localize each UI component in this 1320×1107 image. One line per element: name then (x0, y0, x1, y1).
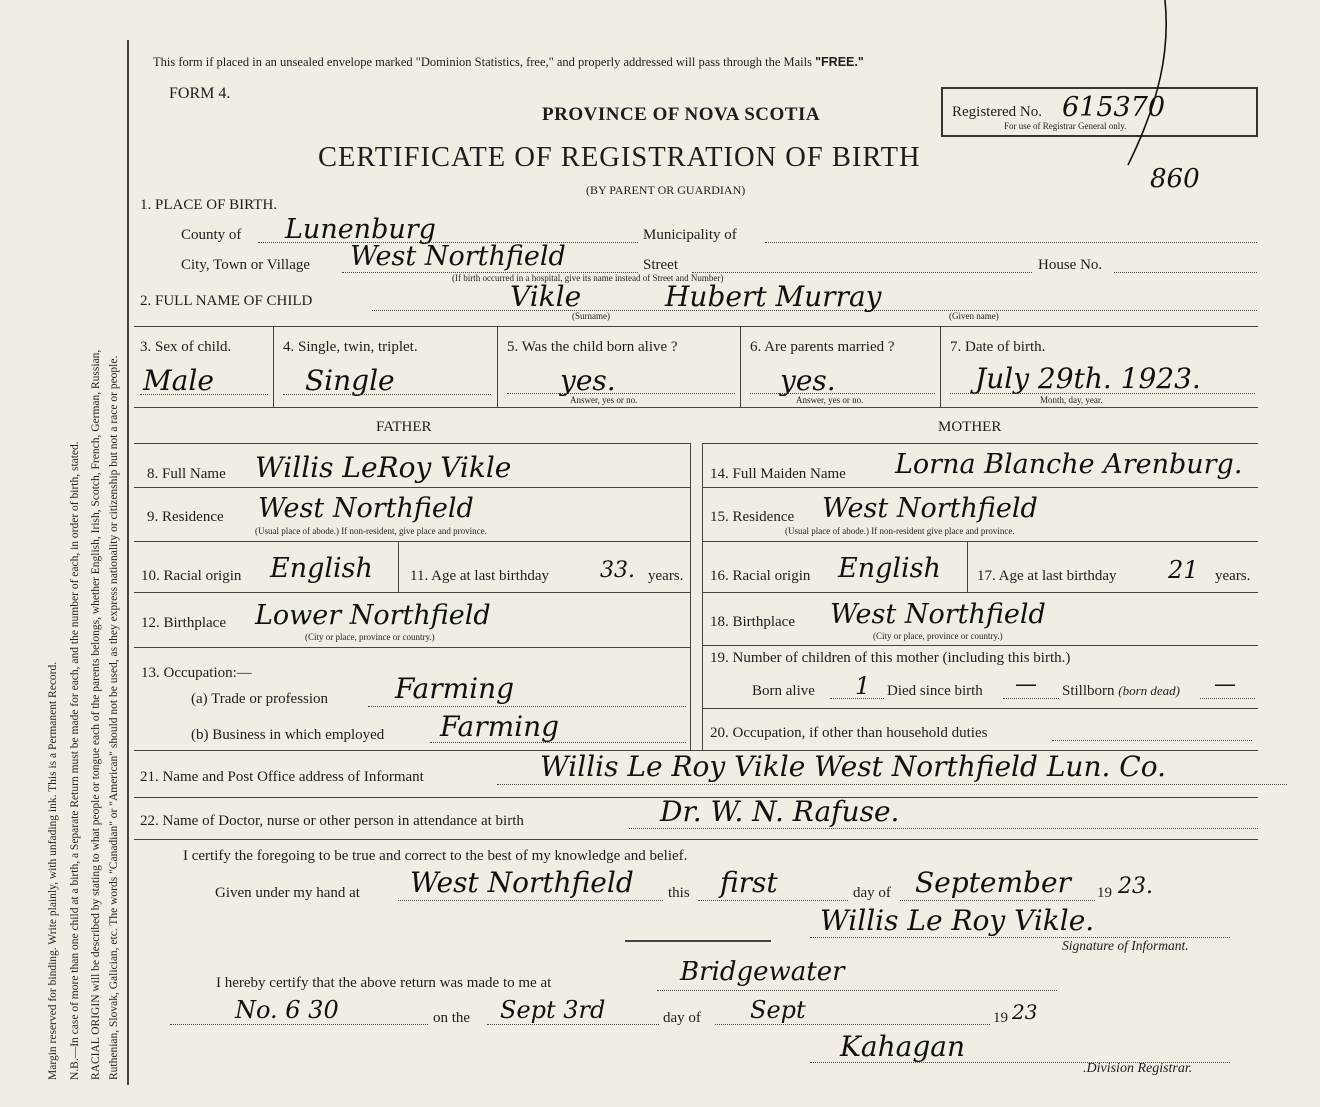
father-age-label: 11. Age at last birthday (410, 568, 549, 584)
father-residence-label: 9. Residence (147, 509, 224, 525)
margin-rule (127, 40, 129, 1085)
mother-heading: MOTHER (938, 419, 1002, 435)
mother-children-label: 19. Number of children of this mother (including this birth.) (710, 650, 1071, 666)
father-business-label: (b) Business in which employed (191, 727, 385, 743)
single-value: Single (305, 364, 395, 397)
single-label: 4. Single, twin, triplet. (283, 339, 418, 355)
mother-race-label: 16. Racial origin (710, 568, 811, 584)
page-subtitle: (BY PARENT OR GUARDIAN) (586, 183, 746, 197)
registrar-statement: I hereby certify that the above return was made to me at (216, 975, 552, 991)
side-note-2: N.B.—In case of more than one child at a birth, a Separate Return must be made for each, and the number of each, in order of birth, stated. (69, 441, 81, 1080)
province-heading: PROVINCE OF NOVA SCOTIA (542, 104, 821, 125)
doctor-label: 22. Name of Doctor, nurse or other person in attendance at birth (140, 813, 524, 829)
municipality-label: Municipality of (643, 227, 737, 243)
father-race-label: 10. Racial origin (141, 568, 242, 584)
married-value: yes. (780, 364, 836, 397)
registered-number: 615370 (1062, 92, 1166, 123)
day-value: first (720, 866, 778, 899)
father-name-label: 8. Full Name (147, 466, 226, 482)
on-the-label: on the (433, 1010, 471, 1026)
sex-label: 3. Sex of child. (140, 339, 232, 355)
surname-note: (Surname) (572, 311, 610, 321)
mother-birthplace-note: (City or place, province or country.) (873, 631, 1003, 641)
side-note-4: Ruthenian, Slovak, Galician, etc. The words "Canadian" or "American" should not be used, as they express nationality or citizenship but not a race or people. (108, 355, 120, 1080)
given-label: Given under my hand at (215, 885, 360, 901)
signature-informant-label: Signature of Informant. (1062, 938, 1189, 953)
mother-residence-value: West Northfield (822, 493, 1038, 524)
father-birthplace-note: (City or place, province or country.) (305, 632, 435, 642)
hospital-note: (If birth occurred in a hospital, give its name instead of Street and Number) (452, 273, 724, 283)
mother-residence-label: 15. Residence (710, 509, 795, 525)
given-place-value: West Northfield (410, 866, 634, 899)
father-age-unit: years. (648, 568, 684, 584)
child-surname-value: Vikle (510, 280, 582, 313)
city-label: City, Town or Village (181, 257, 311, 273)
mother-birthplace-value: West Northfield (830, 599, 1046, 630)
sex-value: Male (143, 364, 214, 397)
died-label: Died since birth (887, 683, 983, 699)
father-age-value: 33. (600, 558, 635, 583)
form-number: FORM 4. (169, 85, 231, 102)
stillborn-value: — (1214, 672, 1236, 697)
father-name-value: Willis LeRoy Vikle (255, 451, 512, 484)
doctor-value: Dr. W. N. Rafuse. (660, 795, 900, 828)
alive-label: 5. Was the child born alive ? (507, 339, 678, 355)
page-title: CERTIFICATE OF REGISTRATION OF BIRTH (318, 142, 921, 173)
mail-note: This form if placed in an unsealed envelope marked "Dominion Statistics, free," and properly addressed will pass through the Mails "FREE." (153, 55, 864, 69)
born-alive-label: Born alive (752, 683, 815, 699)
father-residence-value: West Northfield (258, 493, 474, 524)
corner-mark: 860 (1150, 164, 1200, 194)
registrar-year-prefix: 19 (993, 1010, 1008, 1026)
mother-race-value: English (838, 553, 941, 584)
married-note: Answer, yes or no. (796, 395, 864, 405)
registrar-month-value: Sept (750, 996, 806, 1024)
alive-value: yes. (560, 364, 616, 397)
registrar-year-value: 23 (1012, 1000, 1038, 1024)
day-of-label: day of (853, 885, 891, 901)
father-birthplace-value: Lower Northfield (255, 600, 491, 631)
city-value: West Northfield (350, 241, 566, 272)
registrar-general-note: For use of Registrar General only. (1004, 121, 1127, 131)
mother-age-unit: years. (1215, 568, 1251, 584)
mother-name-label: 14. Full Maiden Name (710, 466, 846, 482)
father-heading: FATHER (376, 419, 432, 435)
father-residence-note: (Usual place of abode.) If non-resident, give place and province. (255, 526, 487, 536)
side-note-1: Margin reserved for binding. Write plainly, with unfading ink. This is a Permanent Record. (47, 661, 59, 1080)
county-value: Lunenburg (285, 214, 436, 245)
place-of-birth-heading: 1. PLACE OF BIRTH. (140, 197, 278, 213)
month-value: September (915, 866, 1071, 899)
dob-label: 7. Date of birth. (950, 339, 1046, 355)
born-alive-value: 1 (855, 672, 871, 700)
county-label: County of (181, 227, 242, 243)
mother-occupation-label: 20. Occupation, if other than household duties (710, 725, 988, 741)
certify-statement: I certify the foregoing to be true and correct to the best of my knowledge and belief. (183, 848, 688, 864)
married-label: 6. Are parents married ? (750, 339, 895, 355)
alive-note: Answer, yes or no. (570, 395, 638, 405)
given-note: (Given name) (949, 311, 999, 321)
mother-residence-note: (Usual place of abode.) If non-resident give place and province. (785, 526, 1015, 536)
father-trade-label: (a) Trade or profession (191, 691, 329, 707)
year-value: 23. (1118, 874, 1153, 899)
mother-birthplace-label: 18. Birthplace (710, 614, 795, 630)
registrar-place-value: Bridgewater (680, 957, 845, 987)
registered-label: Registered No. (952, 104, 1042, 120)
registrar-signature: Kahagan (840, 1030, 965, 1063)
day-of-label-2: day of (663, 1010, 701, 1026)
registrar-number-value: No. 6 30 (235, 996, 339, 1024)
side-note-3: RACIAL ORIGIN will be described by stating to what people or tongue each of the parents belongs, whether English, Irish, Scotch, French, German, Russian, (90, 349, 102, 1080)
informant-label: 21. Name and Post Office address of Informant (140, 769, 424, 785)
mother-age-label: 17. Age at last birthday (977, 568, 1117, 584)
house-label: House No. (1038, 257, 1103, 273)
pen-stroke-icon (1120, 0, 1180, 170)
informant-value: Willis Le Roy Vikle West Northfield Lun. Co. (540, 750, 1166, 783)
dob-note: Month, day, year. (1040, 395, 1103, 405)
mother-name-value: Lorna Blanche Arenburg. (895, 449, 1243, 480)
informant-signature: Willis Le Roy Vikle. (820, 904, 1095, 937)
division-registrar-label: .Division Registrar. (1083, 1061, 1193, 1076)
child-given-value: Hubert Murray (665, 280, 882, 313)
registrar-date-value: Sept 3rd (500, 996, 606, 1024)
father-race-value: English (270, 553, 373, 584)
father-birthplace-label: 12. Birthplace (141, 615, 226, 631)
father-trade-value: Farming (395, 672, 515, 705)
died-value: — (1015, 672, 1037, 697)
year-prefix: 19 (1097, 885, 1112, 901)
this-label: this (668, 885, 690, 901)
dob-value: July 29th. 1923. (975, 362, 1201, 395)
father-occupation-label: 13. Occupation:— (141, 665, 252, 681)
stillborn-label: Stillborn (born dead) (1062, 683, 1181, 699)
mother-age-value: 21 (1168, 556, 1199, 584)
father-business-value: Farming (440, 710, 560, 743)
child-name-label: 2. FULL NAME OF CHILD (140, 293, 313, 309)
street-label: Street (643, 257, 678, 273)
